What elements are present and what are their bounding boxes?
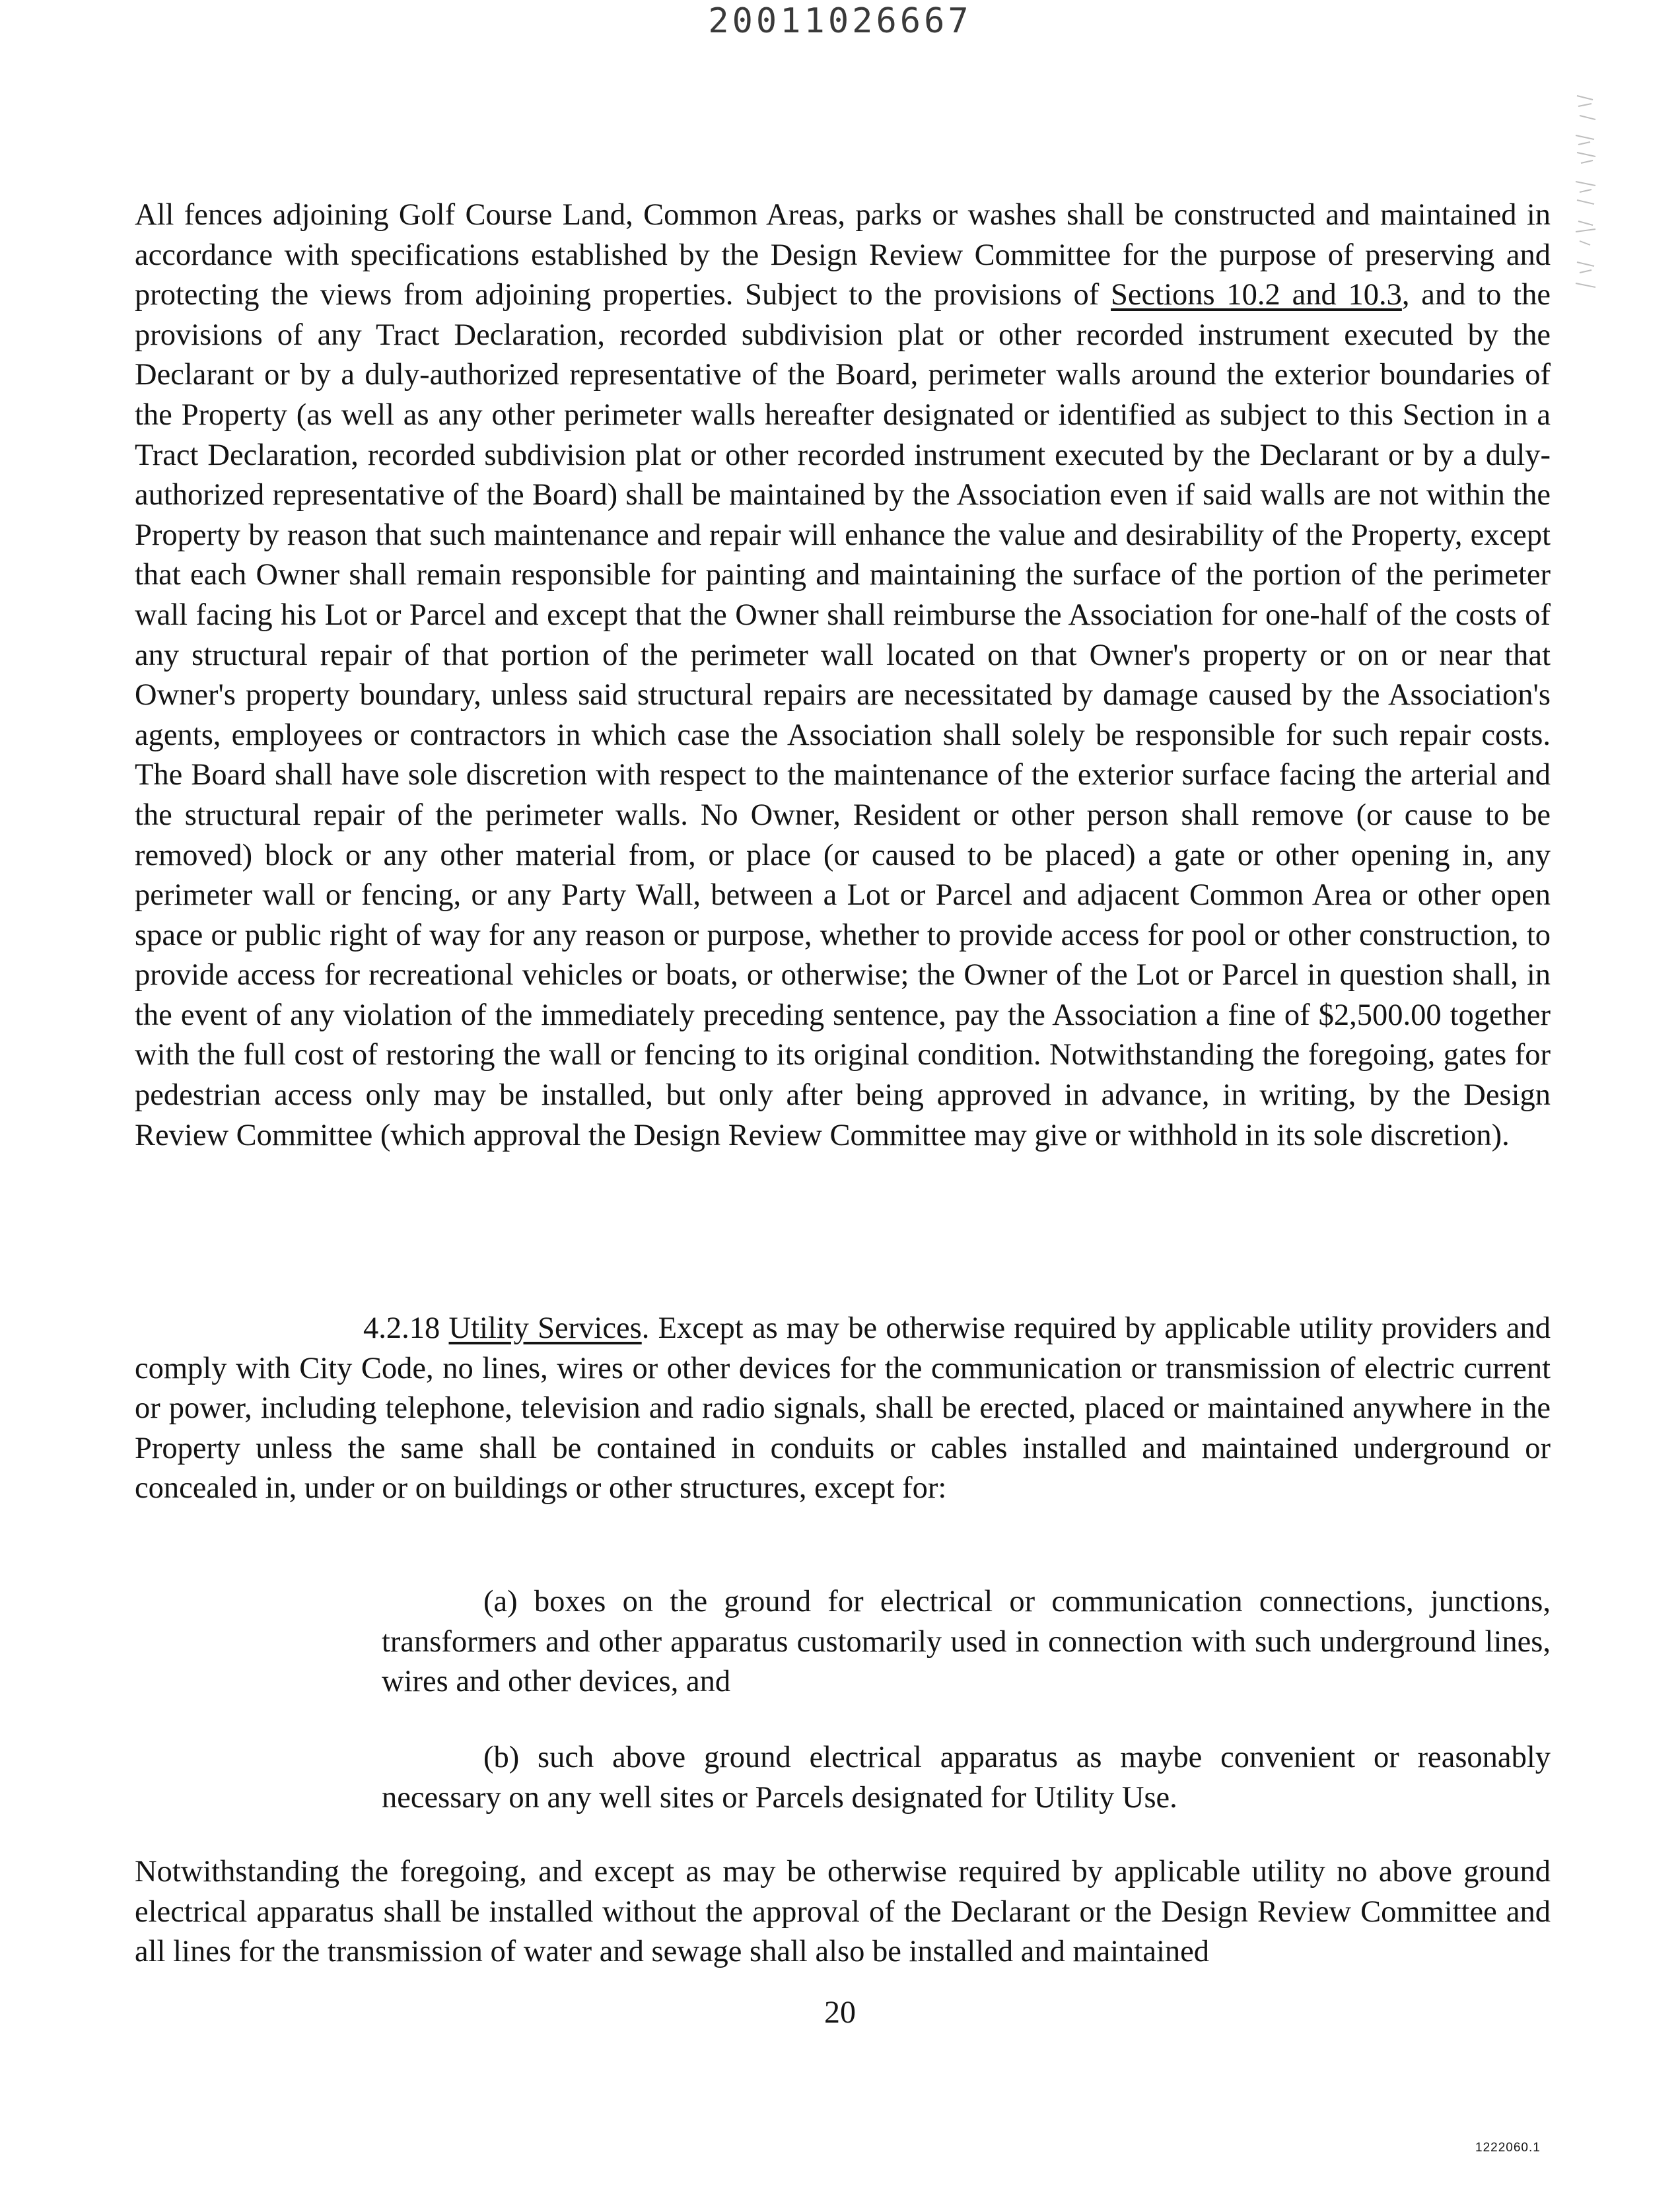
recording-number: 20011026667 [708, 1, 972, 41]
list-item-b: (b) such above ground electrical apparatus as maybe convenient or reasonably necessary on any well sites or Parcels designated for Utility Use. [382, 1741, 1551, 1815]
list-item-a: (a) boxes on the ground for electrical or communication connections, junctions, transformers and other apparatus customarily used in connection with such underground lines, wires and other devices, and [382, 1585, 1551, 1699]
paragraph-body-text: , and to the provisions of any Tract Declaration, recorded subdivision plat or other recorded instrument executed by the Declarant or by a duly-authorized representative of the Board, perimeter walls around the exterior boundaries of the Property (as well as any other perimeter walls hereafter designated or identified as subject to this Section in a Tract Declaration, recorded subdivision plat or other recorded instrument executed by the Declarant or by a duly-authorized representative of the Board) shall be maintained by the Association even if said walls are not within the Property by reason that such maintenance and repair will enhance the value and desirability of the Property, except that each Owner shall remain responsible for painting and maintaining the surface of the portion of the perimeter wall facing his Lot or Parcel and except that the Owner shall reimburse the Association for one-half of the costs of any structural repair of that portion of the perimeter wall located on that Owner's property or on or near that Owner's property boundary, unless said structural repairs are necessitated by damage caused by the Association's agents, employees or contractors in which case the Association shall solely be responsible for such repair costs. The Board shall have sole discretion with respect to the maintenance of the exterior surface facing the arterial and the structural repair of the perimeter walls. No Owner, Resident or other person shall remove (or cause to be removed) block or any other material from, or place (or caused to be placed) a gate or other opening in, any perimeter wall or fencing, or any Party Wall, between a Lot or Parcel and adjacent Common Area or other open space or public right of way for any reason or purpose, whether to provide access for pool or other construction, to provide access for recreational vehicles or boats, or otherwise; the Owner of the Lot or Parcel in question shall, in the event of any violation of the immediately preceding sentence, pay the Association a fine of $2,500.00 together with the full cost of restoring the wall or fencing to its original condition. Notwithstanding the foregoing, gates for pedestrian access only may be installed, but only after being approved in advance, in writing, by the Design Review Committee (which approval the Design Review Committee may give or withhold in its sole discretion). [135, 278, 1551, 1152]
section-title: Utility Services [448, 1311, 642, 1345]
margin-stamp-mark [1573, 89, 1599, 300]
section-number: 4.2.18 [363, 1311, 440, 1345]
paragraph-notwithstanding: Notwithstanding the foregoing, and except as may be otherwise required by applicable utility no above ground electrical apparatus shall be installed without the approval of the Declarant or the Design Review Committee and all lines for the transmission of water and sewage shall also be installed and maintained [135, 1855, 1551, 1969]
document-id: 1222060.1 [1475, 2141, 1541, 2155]
paragraph-perimeter-walls [135, 195, 1551, 1156]
page-number: 20 [824, 1995, 856, 2030]
section-4-2-18 [135, 1309, 1551, 1509]
section-body-text: . Except as may be otherwise required by applicable utility providers and comply with City Code, no lines, wires or other devices for the communication or transmission of electric current or power, including telephone, television and radio signals, shall be erected, placed or maintained anywhere in the Property unless the same shall be contained in conduits or cables installed and maintained underground or concealed in, under or on buildings or other structures, except for: [135, 1311, 1551, 1506]
sections-reference: Sections 10.2 and 10.3 [1111, 278, 1402, 312]
paragraph-intro-text: All fences adjoining Golf Course Land, Common Areas, parks or washes shall be constructed and maintained in accordance with specifications established by the Design Review Committee for the purpose of preserving and protecting the views from adjoining properties. Subject to the provisions of [135, 198, 1551, 312]
